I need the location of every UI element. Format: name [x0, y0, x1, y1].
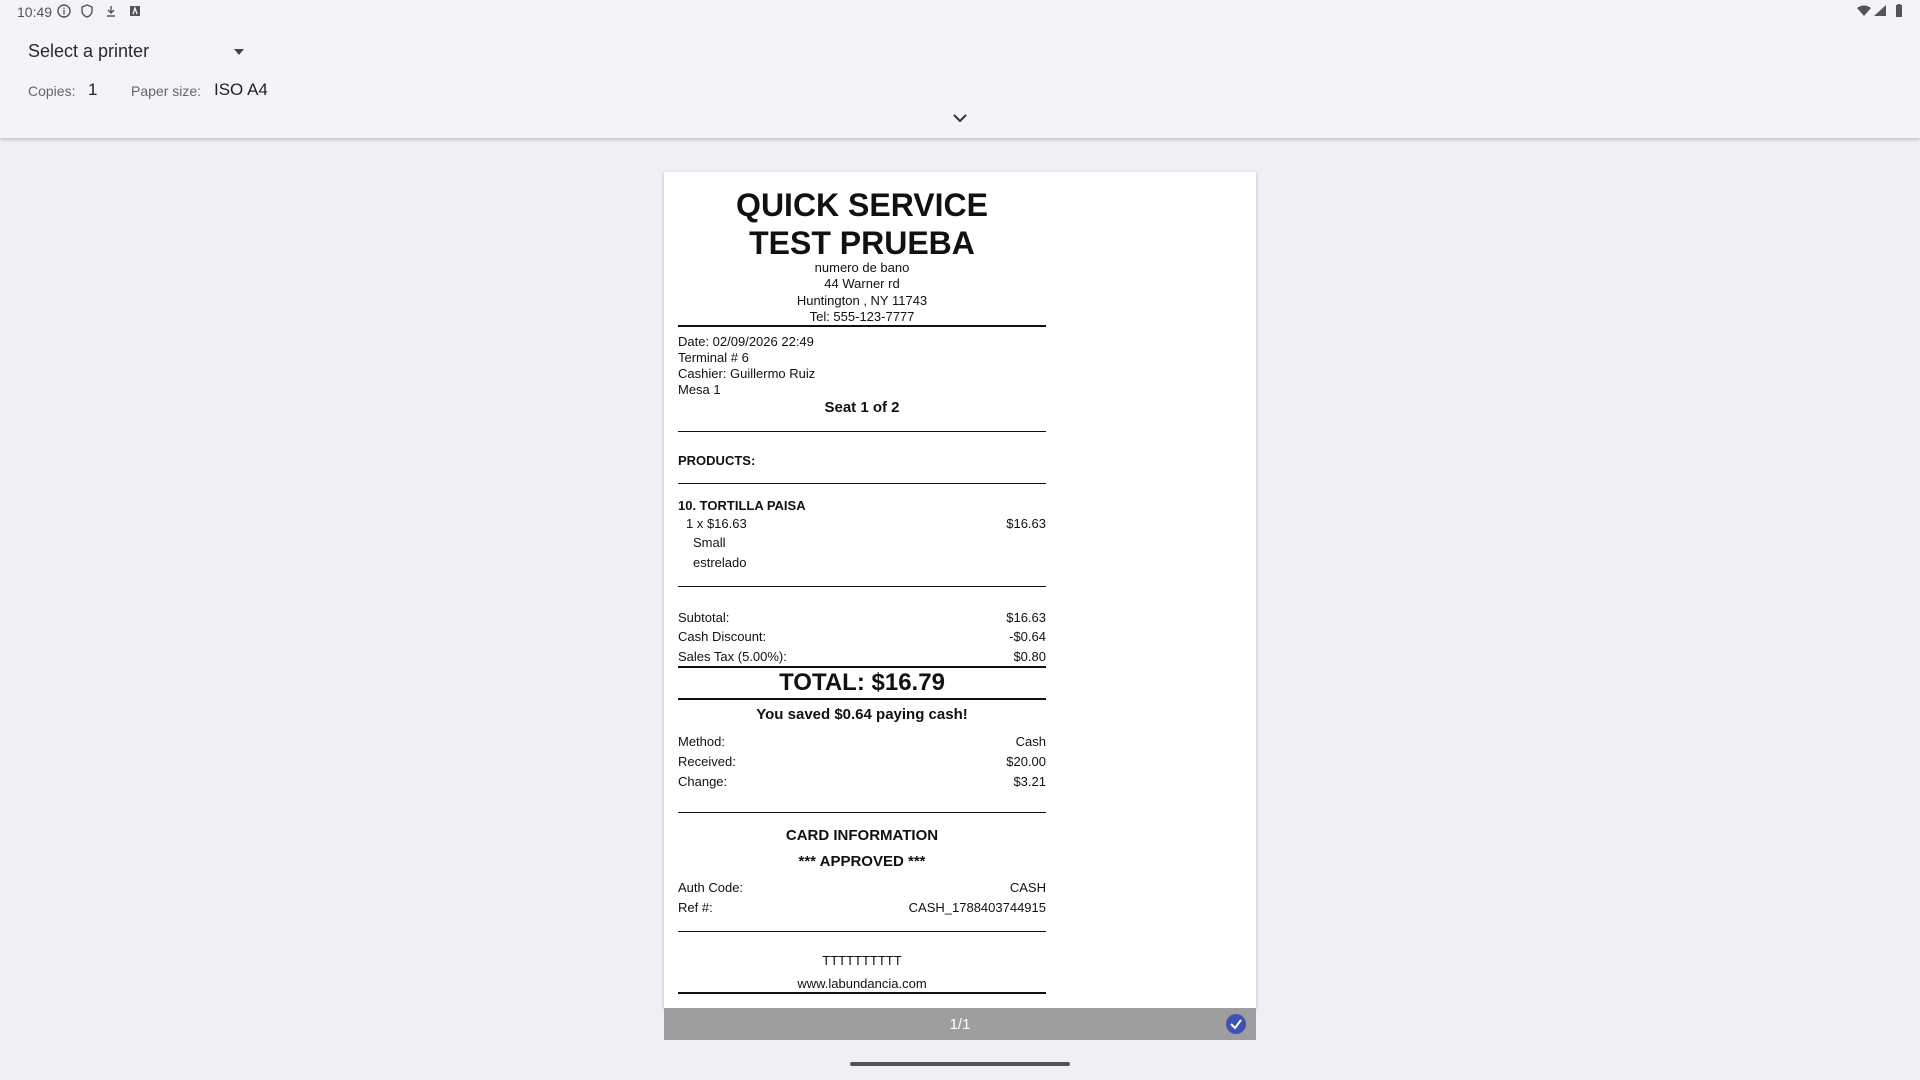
discount-label: Cash Discount: — [678, 629, 767, 644]
receipt-address-line: numero de bano — [814, 260, 910, 275]
products-header: PRODUCTS: — [678, 453, 756, 468]
dropdown-arrow-icon[interactable] — [234, 49, 244, 55]
subtotal-value: $16.63 — [1006, 610, 1046, 625]
receipt-title-line2: TEST PRUEBA — [749, 225, 975, 261]
receipt-address-line: Tel: 555-123-7777 — [809, 309, 915, 324]
receipt-address-line: 44 Warner rd — [824, 276, 900, 291]
discount-value: -$0.64 — [1009, 629, 1046, 644]
wifi-signal-battery-icon — [1856, 4, 1904, 18]
system-indicators — [1856, 4, 1904, 21]
ref-label: Ref #: — [678, 900, 713, 915]
item-modifier: estrelado — [693, 555, 747, 570]
status-bar — [0, 0, 1920, 24]
change-label: Change: — [678, 774, 728, 789]
divider — [678, 666, 1046, 668]
receipt-title-line1: QUICK SERVICE — [736, 187, 988, 223]
receipt-terminal: Terminal # 6 — [678, 350, 749, 365]
item-qty-price: 1 x $16.63 — [686, 516, 747, 531]
card-info-header: CARD INFORMATION — [785, 827, 939, 844]
download-icon — [104, 4, 118, 18]
chevron-down-icon[interactable] — [952, 112, 968, 124]
received-label: Received: — [678, 754, 736, 769]
divider — [678, 812, 1046, 813]
receipt-seat: Seat 1 of 2 — [824, 399, 900, 416]
receipt-total: TOTAL: $16.79 — [779, 669, 945, 696]
approved-status: *** APPROVED *** — [798, 853, 926, 870]
savings-message: You saved $0.64 paying cash! — [756, 706, 968, 723]
app-notification-icon — [128, 4, 142, 18]
received-value: $20.00 — [1006, 754, 1046, 769]
info-icon — [57, 4, 71, 18]
item-name: 10. TORTILLA PAISA — [678, 498, 806, 513]
receipt-cashier: Cashier: Guillermo Ruiz — [678, 366, 816, 381]
print-options-panel — [0, 24, 1920, 138]
printer-select[interactable]: Select a printer — [28, 41, 150, 61]
paper-size-label: Paper size: — [131, 83, 202, 99]
paper-size-select[interactable]: ISO A4 — [214, 80, 268, 99]
receipt-table: Mesa 1 — [678, 382, 721, 397]
divider — [678, 325, 1046, 327]
status-time: 10:49 — [17, 4, 53, 20]
divider — [678, 992, 1046, 994]
divider — [678, 698, 1046, 700]
subtotal-label: Subtotal: — [678, 610, 730, 625]
divider — [678, 431, 1046, 432]
navigation-handle[interactable] — [850, 1062, 1070, 1066]
receipt-footer-text: TTTTTTTTTT — [822, 953, 902, 968]
copies-field[interactable]: 1 — [88, 80, 98, 99]
item-total: $16.63 — [1006, 516, 1046, 531]
page-selected-check-icon[interactable] — [1226, 1014, 1246, 1034]
auth-code-value: CASH — [1009, 880, 1046, 895]
ref-value: CASH_1788403744915 — [908, 900, 1046, 915]
auth-code-label: Auth Code: — [678, 880, 744, 895]
divider — [678, 586, 1046, 587]
method-value: Cash — [1015, 734, 1046, 749]
tax-value: $0.80 — [1013, 649, 1046, 664]
shield-icon — [80, 4, 94, 18]
divider — [678, 483, 1046, 484]
copies-label: Copies: — [28, 83, 76, 99]
receipt-website: www.labundancia.com — [797, 976, 927, 991]
method-label: Method: — [678, 734, 725, 749]
receipt-address-line: Huntington , NY 11743 — [796, 293, 928, 308]
page-counter: 1/1 — [949, 1016, 971, 1033]
change-value: $3.21 — [1013, 774, 1046, 789]
divider — [678, 931, 1046, 932]
preview-page-footer — [664, 1008, 1256, 1040]
item-modifier: Small — [693, 535, 726, 550]
receipt-date: Date: 02/09/2026 22:49 — [678, 334, 814, 349]
tax-label: Sales Tax (5.00%): — [678, 649, 787, 664]
print-preview-page — [664, 172, 1256, 1008]
